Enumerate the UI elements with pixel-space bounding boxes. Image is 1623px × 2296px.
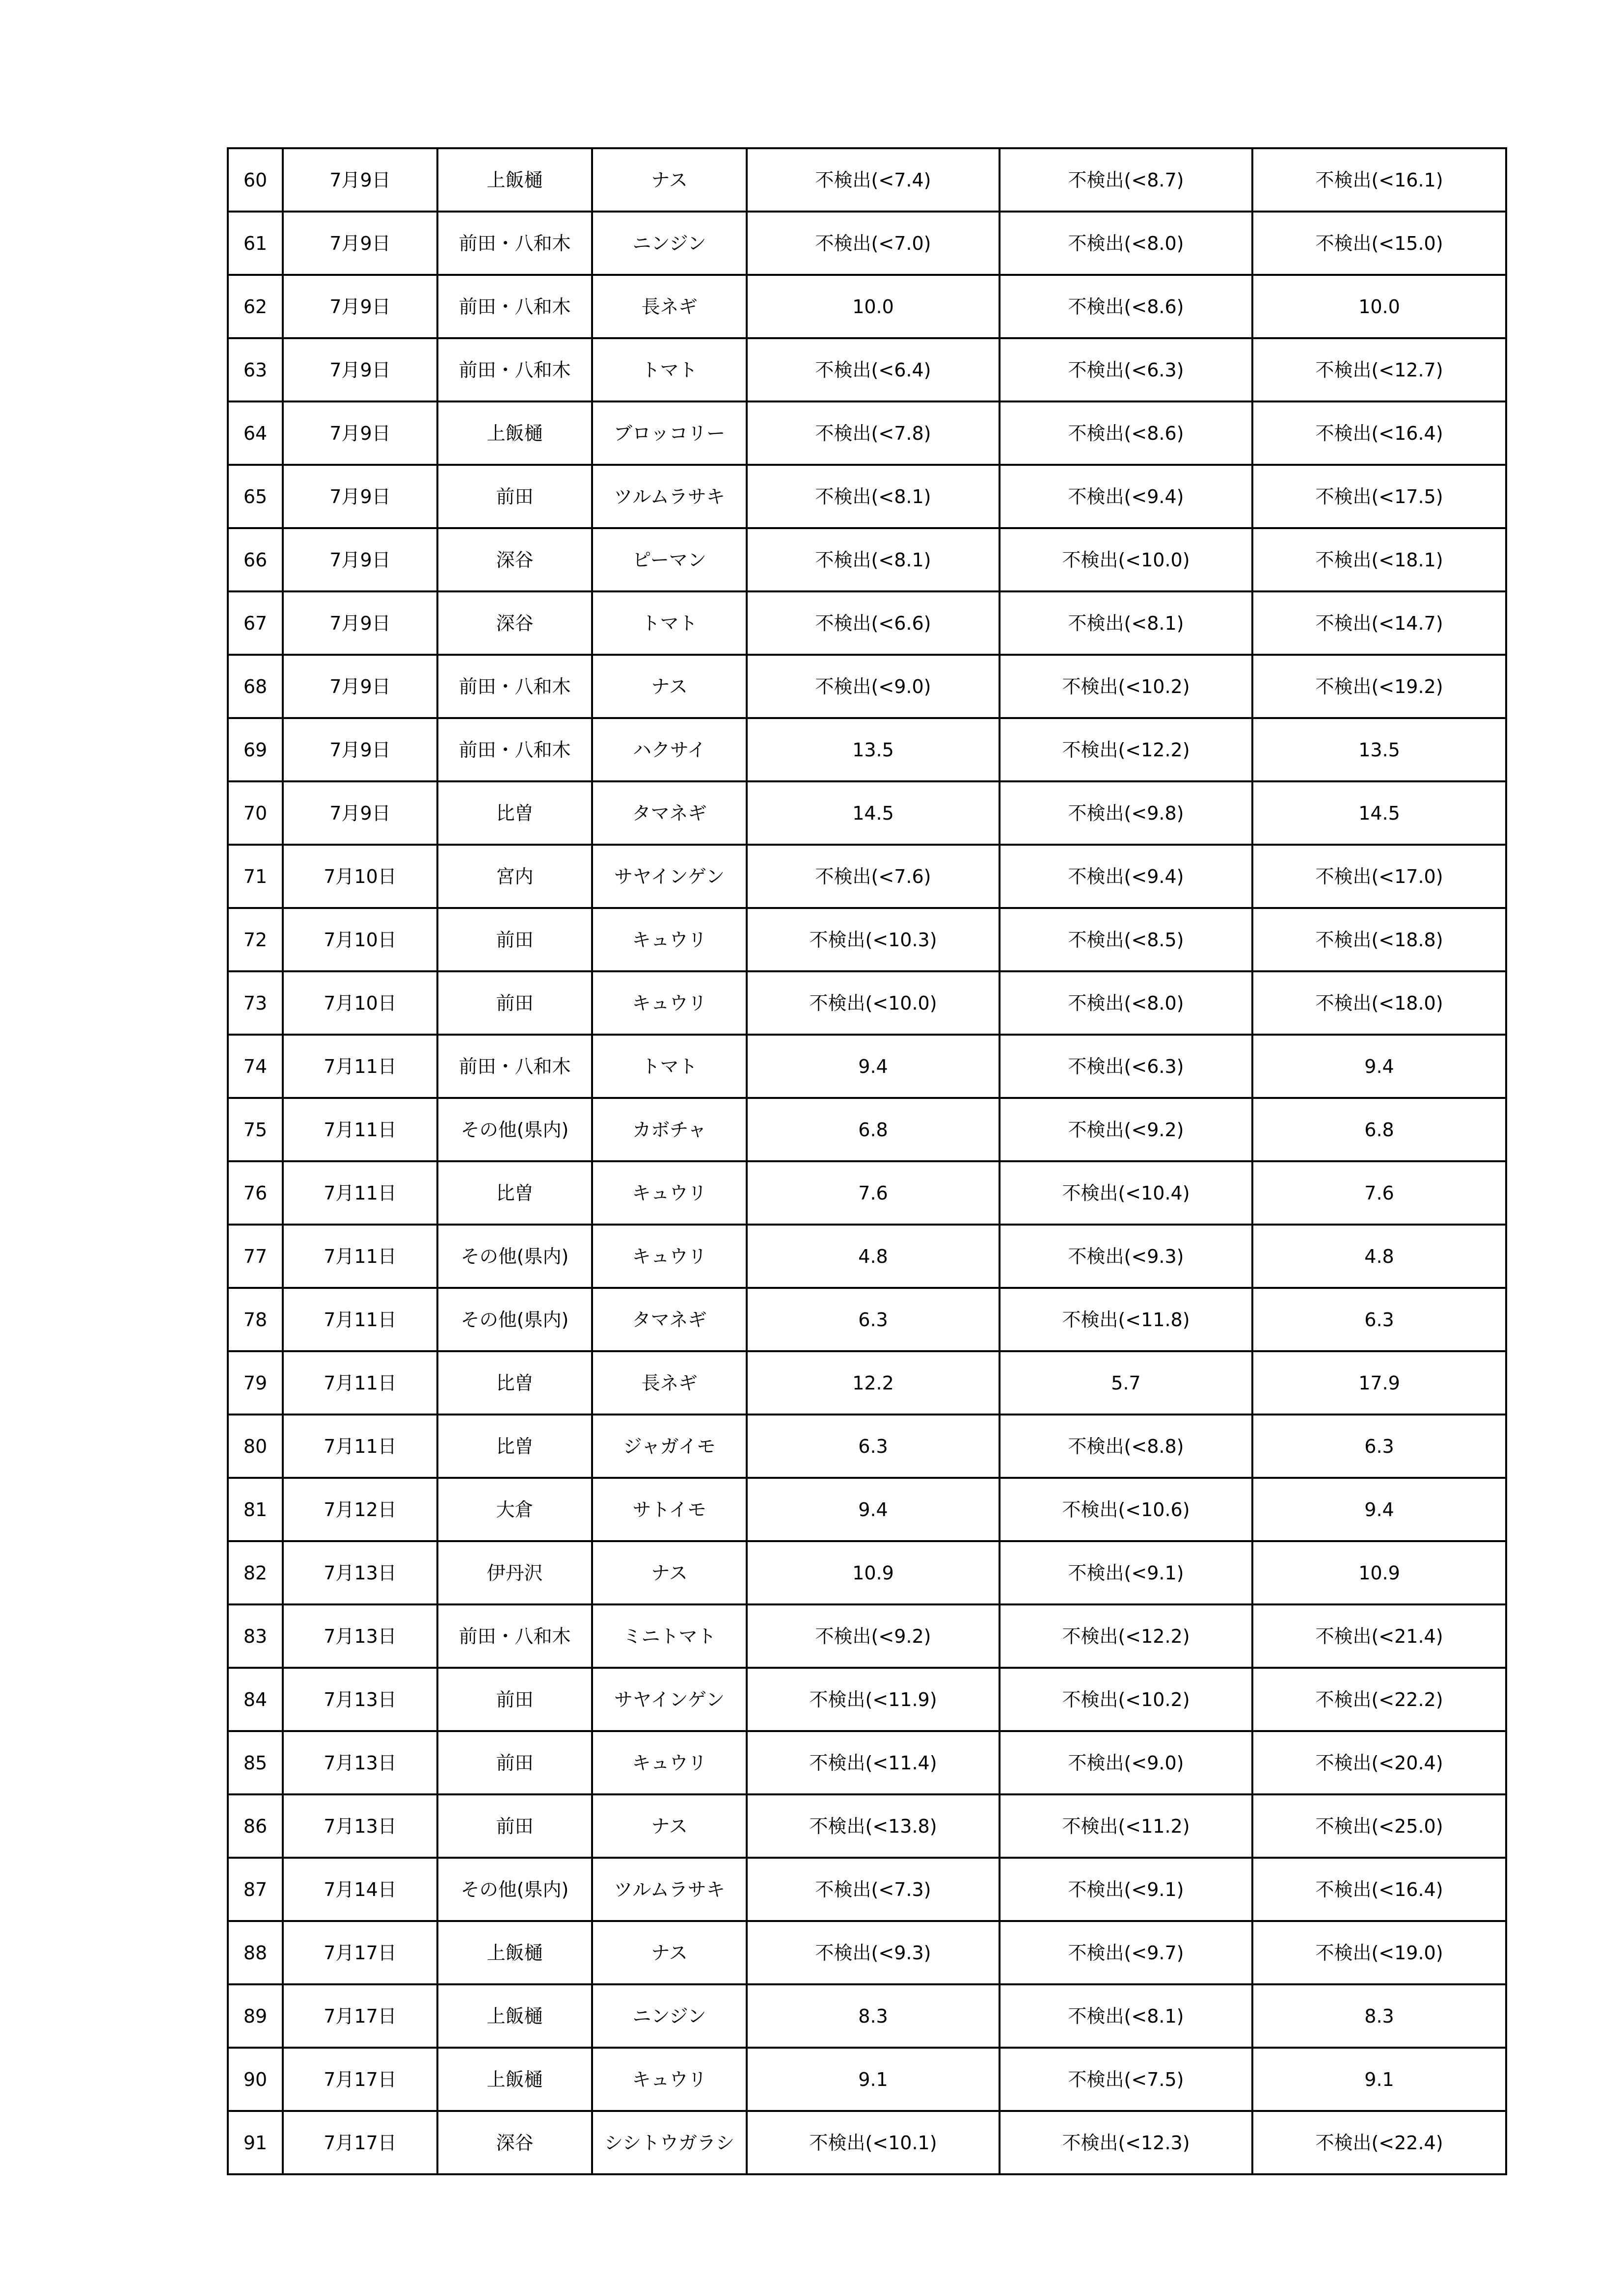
area-cell: 宮内	[437, 845, 592, 908]
value-1-cell: 不検出(<8.1)	[747, 465, 1000, 528]
row-number-cell: 67	[228, 591, 283, 655]
item-cell: ナス	[592, 1794, 747, 1858]
value-3-cell: 14.5	[1252, 781, 1506, 845]
value-1-cell: 不検出(<7.3)	[747, 1858, 1000, 1921]
value-1-cell: 7.6	[747, 1161, 1000, 1225]
value-3-cell: 不検出(<17.0)	[1252, 845, 1506, 908]
value-2-cell: 不検出(<10.2)	[1000, 655, 1252, 718]
date-cell: 7月17日	[283, 1921, 437, 1984]
item-cell: シシトウガラシ	[592, 2111, 747, 2174]
row-number-cell: 63	[228, 338, 283, 401]
value-3-cell: 10.9	[1252, 1541, 1506, 1604]
item-cell: タマネギ	[592, 1288, 747, 1351]
area-cell: 前田	[437, 465, 592, 528]
value-1-cell: 8.3	[747, 1984, 1000, 2048]
date-cell: 7月17日	[283, 2048, 437, 2111]
value-3-cell: 4.8	[1252, 1225, 1506, 1288]
table-row	[228, 1351, 1506, 1415]
item-cell: サヤインゲン	[592, 845, 747, 908]
date-cell: 7月11日	[283, 1351, 437, 1415]
area-cell: 前田	[437, 908, 592, 971]
area-cell: その他(県内)	[437, 1225, 592, 1288]
row-number-cell: 64	[228, 401, 283, 465]
table-row	[228, 1541, 1506, 1604]
row-number-cell: 66	[228, 528, 283, 591]
value-2-cell: 不検出(<8.6)	[1000, 275, 1252, 338]
value-1-cell: 10.9	[747, 1541, 1000, 1604]
value-2-cell: 不検出(<12.2)	[1000, 718, 1252, 781]
date-cell: 7月9日	[283, 212, 437, 275]
table-row	[228, 1415, 1506, 1478]
row-number-cell: 61	[228, 212, 283, 275]
table-row	[228, 1098, 1506, 1161]
date-cell: 7月9日	[283, 275, 437, 338]
value-2-cell: 不検出(<8.7)	[1000, 148, 1252, 212]
value-2-cell: 不検出(<6.3)	[1000, 1035, 1252, 1098]
area-cell: 前田・八和木	[437, 718, 592, 781]
value-2-cell: 不検出(<12.3)	[1000, 2111, 1252, 2174]
value-1-cell: 不検出(<11.9)	[747, 1668, 1000, 1731]
date-cell: 7月11日	[283, 1225, 437, 1288]
value-2-cell: 不検出(<9.7)	[1000, 1921, 1252, 1984]
item-cell: キュウリ	[592, 2048, 747, 2111]
table-row	[228, 845, 1506, 908]
area-cell: その他(県内)	[437, 1098, 592, 1161]
table-row	[228, 1731, 1506, 1794]
table-row	[228, 971, 1506, 1035]
date-cell: 7月9日	[283, 781, 437, 845]
area-cell: 前田・八和木	[437, 1604, 592, 1668]
date-cell: 7月13日	[283, 1541, 437, 1604]
value-1-cell: 不検出(<9.2)	[747, 1604, 1000, 1668]
value-1-cell: 不検出(<10.1)	[747, 2111, 1000, 2174]
row-number-cell: 62	[228, 275, 283, 338]
value-2-cell: 不検出(<8.8)	[1000, 1415, 1252, 1478]
value-2-cell: 不検出(<10.6)	[1000, 1478, 1252, 1541]
value-2-cell: 不検出(<9.4)	[1000, 845, 1252, 908]
date-cell: 7月11日	[283, 1035, 437, 1098]
value-3-cell: 不検出(<22.4)	[1252, 2111, 1506, 2174]
value-3-cell: 7.6	[1252, 1161, 1506, 1225]
row-number-cell: 80	[228, 1415, 283, 1478]
date-cell: 7月17日	[283, 2111, 437, 2174]
row-number-cell: 89	[228, 1984, 283, 2048]
item-cell: カボチャ	[592, 1098, 747, 1161]
row-number-cell: 76	[228, 1161, 283, 1225]
table-row	[228, 275, 1506, 338]
item-cell: ミニトマト	[592, 1604, 747, 1668]
value-1-cell: 6.3	[747, 1288, 1000, 1351]
date-cell: 7月9日	[283, 591, 437, 655]
value-2-cell: 不検出(<9.0)	[1000, 1731, 1252, 1794]
item-cell: ブロッコリー	[592, 401, 747, 465]
item-cell: ナス	[592, 1541, 747, 1604]
row-number-cell: 75	[228, 1098, 283, 1161]
area-cell: 前田・八和木	[437, 655, 592, 718]
row-number-cell: 83	[228, 1604, 283, 1668]
value-3-cell: 不検出(<16.4)	[1252, 1858, 1506, 1921]
value-3-cell: 8.3	[1252, 1984, 1506, 2048]
value-3-cell: 不検出(<14.7)	[1252, 591, 1506, 655]
date-cell: 7月9日	[283, 401, 437, 465]
date-cell: 7月10日	[283, 971, 437, 1035]
value-3-cell: 不検出(<21.4)	[1252, 1604, 1506, 1668]
value-2-cell: 不検出(<9.8)	[1000, 781, 1252, 845]
value-1-cell: 不検出(<7.0)	[747, 212, 1000, 275]
value-1-cell: 不検出(<8.1)	[747, 528, 1000, 591]
area-cell: 前田・八和木	[437, 1035, 592, 1098]
row-number-cell: 88	[228, 1921, 283, 1984]
table-row	[228, 1668, 1506, 1731]
date-cell: 7月13日	[283, 1604, 437, 1668]
value-3-cell: 不検出(<19.0)	[1252, 1921, 1506, 1984]
value-1-cell: 不検出(<9.3)	[747, 1921, 1000, 1984]
table-row	[228, 1225, 1506, 1288]
value-2-cell: 不検出(<8.1)	[1000, 1984, 1252, 2048]
area-cell: 大倉	[437, 1478, 592, 1541]
value-3-cell: 不検出(<18.0)	[1252, 971, 1506, 1035]
value-1-cell: 14.5	[747, 781, 1000, 845]
value-3-cell: 不検出(<12.7)	[1252, 338, 1506, 401]
value-3-cell: 不検出(<20.4)	[1252, 1731, 1506, 1794]
area-cell: 前田	[437, 1668, 592, 1731]
value-2-cell: 不検出(<9.3)	[1000, 1225, 1252, 1288]
value-3-cell: 9.4	[1252, 1478, 1506, 1541]
value-3-cell: 不検出(<22.2)	[1252, 1668, 1506, 1731]
area-cell: 比曽	[437, 1415, 592, 1478]
item-cell: トマト	[592, 338, 747, 401]
value-3-cell: 9.1	[1252, 2048, 1506, 2111]
date-cell: 7月9日	[283, 655, 437, 718]
table-row	[228, 2048, 1506, 2111]
value-1-cell: 12.2	[747, 1351, 1000, 1415]
row-number-cell: 69	[228, 718, 283, 781]
item-cell: ニンジン	[592, 1984, 747, 2048]
value-3-cell: 6.3	[1252, 1288, 1506, 1351]
item-cell: ナス	[592, 148, 747, 212]
value-1-cell: 6.8	[747, 1098, 1000, 1161]
item-cell: キュウリ	[592, 908, 747, 971]
value-2-cell: 不検出(<11.8)	[1000, 1288, 1252, 1351]
date-cell: 7月14日	[283, 1858, 437, 1921]
value-1-cell: 不検出(<6.6)	[747, 591, 1000, 655]
item-cell: ツルムラサキ	[592, 1858, 747, 1921]
item-cell: ニンジン	[592, 212, 747, 275]
date-cell: 7月11日	[283, 1415, 437, 1478]
area-cell: 前田	[437, 1731, 592, 1794]
value-2-cell: 不検出(<12.2)	[1000, 1604, 1252, 1668]
date-cell: 7月11日	[283, 1288, 437, 1351]
value-2-cell: 不検出(<8.1)	[1000, 591, 1252, 655]
area-cell: 上飯樋	[437, 401, 592, 465]
row-number-cell: 70	[228, 781, 283, 845]
date-cell: 7月10日	[283, 908, 437, 971]
area-cell: 深谷	[437, 528, 592, 591]
value-1-cell: 4.8	[747, 1225, 1000, 1288]
area-cell: 前田・八和木	[437, 338, 592, 401]
area-cell: 前田	[437, 1794, 592, 1858]
item-cell: 長ネギ	[592, 275, 747, 338]
date-cell: 7月9日	[283, 718, 437, 781]
item-cell: サヤインゲン	[592, 1668, 747, 1731]
table-row	[228, 1604, 1506, 1668]
area-cell: 上飯樋	[437, 2048, 592, 2111]
value-2-cell: 不検出(<11.2)	[1000, 1794, 1252, 1858]
results-sheet	[227, 147, 1505, 2175]
row-number-cell: 86	[228, 1794, 283, 1858]
value-1-cell: 10.0	[747, 275, 1000, 338]
date-cell: 7月17日	[283, 1984, 437, 2048]
table-row	[228, 1035, 1506, 1098]
value-2-cell: 不検出(<9.1)	[1000, 1858, 1252, 1921]
date-cell: 7月11日	[283, 1161, 437, 1225]
item-cell: キュウリ	[592, 1161, 747, 1225]
date-cell: 7月9日	[283, 528, 437, 591]
value-2-cell: 不検出(<10.2)	[1000, 1668, 1252, 1731]
value-2-cell: 不検出(<10.0)	[1000, 528, 1252, 591]
area-cell: 深谷	[437, 2111, 592, 2174]
value-1-cell: 不検出(<6.4)	[747, 338, 1000, 401]
value-3-cell: 6.8	[1252, 1098, 1506, 1161]
row-number-cell: 81	[228, 1478, 283, 1541]
area-cell: 比曽	[437, 1161, 592, 1225]
row-number-cell: 82	[228, 1541, 283, 1604]
area-cell: 比曽	[437, 1351, 592, 1415]
table-row	[228, 1921, 1506, 1984]
table-row	[228, 591, 1506, 655]
row-number-cell: 73	[228, 971, 283, 1035]
item-cell: ジャガイモ	[592, 1415, 747, 1478]
date-cell: 7月13日	[283, 1731, 437, 1794]
area-cell: 前田・八和木	[437, 212, 592, 275]
value-3-cell: 17.9	[1252, 1351, 1506, 1415]
table-row	[228, 148, 1506, 212]
table-row	[228, 1288, 1506, 1351]
date-cell: 7月9日	[283, 338, 437, 401]
item-cell: ハクサイ	[592, 718, 747, 781]
table-row	[228, 718, 1506, 781]
row-number-cell: 65	[228, 465, 283, 528]
area-cell: 伊丹沢	[437, 1541, 592, 1604]
value-1-cell: 不検出(<10.0)	[747, 971, 1000, 1035]
date-cell: 7月11日	[283, 1098, 437, 1161]
value-1-cell: 不検出(<9.0)	[747, 655, 1000, 718]
value-2-cell: 5.7	[1000, 1351, 1252, 1415]
area-cell: 上飯樋	[437, 148, 592, 212]
item-cell: タマネギ	[592, 781, 747, 845]
value-3-cell: 不検出(<16.1)	[1252, 148, 1506, 212]
table-row	[228, 1858, 1506, 1921]
area-cell: その他(県内)	[437, 1288, 592, 1351]
value-2-cell: 不検出(<10.4)	[1000, 1161, 1252, 1225]
value-3-cell: 10.0	[1252, 275, 1506, 338]
value-3-cell: 不検出(<17.5)	[1252, 465, 1506, 528]
area-cell: その他(県内)	[437, 1858, 592, 1921]
date-cell: 7月9日	[283, 465, 437, 528]
value-1-cell: 不検出(<11.4)	[747, 1731, 1000, 1794]
area-cell: 上飯樋	[437, 1984, 592, 2048]
value-3-cell: 不検出(<18.8)	[1252, 908, 1506, 971]
value-2-cell: 不検出(<8.6)	[1000, 401, 1252, 465]
table-row	[228, 1984, 1506, 2048]
item-cell: 長ネギ	[592, 1351, 747, 1415]
value-1-cell: 不検出(<7.8)	[747, 401, 1000, 465]
table-row	[228, 465, 1506, 528]
date-cell: 7月13日	[283, 1668, 437, 1731]
item-cell: サトイモ	[592, 1478, 747, 1541]
inspection-results-table	[227, 147, 1507, 2175]
table-row	[228, 1794, 1506, 1858]
table-row	[228, 908, 1506, 971]
item-cell: キュウリ	[592, 971, 747, 1035]
table-row	[228, 338, 1506, 401]
row-number-cell: 90	[228, 2048, 283, 2111]
table-row	[228, 2111, 1506, 2174]
value-3-cell: 不検出(<19.2)	[1252, 655, 1506, 718]
table-row	[228, 1161, 1506, 1225]
row-number-cell: 74	[228, 1035, 283, 1098]
value-2-cell: 不検出(<8.0)	[1000, 212, 1252, 275]
area-cell: 前田	[437, 971, 592, 1035]
row-number-cell: 72	[228, 908, 283, 971]
item-cell: キュウリ	[592, 1731, 747, 1794]
row-number-cell: 84	[228, 1668, 283, 1731]
value-2-cell: 不検出(<9.2)	[1000, 1098, 1252, 1161]
row-number-cell: 60	[228, 148, 283, 212]
table-row	[228, 655, 1506, 718]
value-1-cell: 不検出(<10.3)	[747, 908, 1000, 971]
value-1-cell: 不検出(<7.4)	[747, 148, 1000, 212]
table-row	[228, 1478, 1506, 1541]
row-number-cell: 78	[228, 1288, 283, 1351]
value-2-cell: 不検出(<8.5)	[1000, 908, 1252, 971]
value-1-cell: 13.5	[747, 718, 1000, 781]
row-number-cell: 77	[228, 1225, 283, 1288]
row-number-cell: 79	[228, 1351, 283, 1415]
value-2-cell: 不検出(<9.1)	[1000, 1541, 1252, 1604]
date-cell: 7月12日	[283, 1478, 437, 1541]
value-1-cell: 不検出(<13.8)	[747, 1794, 1000, 1858]
row-number-cell: 68	[228, 655, 283, 718]
value-3-cell: 不検出(<16.4)	[1252, 401, 1506, 465]
date-cell: 7月10日	[283, 845, 437, 908]
table-row	[228, 212, 1506, 275]
value-1-cell: 9.4	[747, 1478, 1000, 1541]
value-1-cell: 9.1	[747, 2048, 1000, 2111]
table-row	[228, 528, 1506, 591]
item-cell: キュウリ	[592, 1225, 747, 1288]
value-1-cell: 不検出(<7.6)	[747, 845, 1000, 908]
row-number-cell: 71	[228, 845, 283, 908]
table-body	[228, 148, 1506, 2174]
value-2-cell: 不検出(<7.5)	[1000, 2048, 1252, 2111]
table-row	[228, 781, 1506, 845]
area-cell: 上飯樋	[437, 1921, 592, 1984]
item-cell: トマト	[592, 591, 747, 655]
area-cell: 深谷	[437, 591, 592, 655]
area-cell: 比曽	[437, 781, 592, 845]
item-cell: トマト	[592, 1035, 747, 1098]
value-3-cell: 6.3	[1252, 1415, 1506, 1478]
value-3-cell: 不検出(<15.0)	[1252, 212, 1506, 275]
row-number-cell: 85	[228, 1731, 283, 1794]
value-3-cell: 不検出(<25.0)	[1252, 1794, 1506, 1858]
item-cell: ピーマン	[592, 528, 747, 591]
row-number-cell: 91	[228, 2111, 283, 2174]
value-3-cell: 9.4	[1252, 1035, 1506, 1098]
value-1-cell: 6.3	[747, 1415, 1000, 1478]
item-cell: ナス	[592, 655, 747, 718]
value-3-cell: 13.5	[1252, 718, 1506, 781]
table-row	[228, 401, 1506, 465]
value-2-cell: 不検出(<8.0)	[1000, 971, 1252, 1035]
value-1-cell: 9.4	[747, 1035, 1000, 1098]
date-cell: 7月9日	[283, 148, 437, 212]
value-3-cell: 不検出(<18.1)	[1252, 528, 1506, 591]
item-cell: ツルムラサキ	[592, 465, 747, 528]
value-2-cell: 不検出(<6.3)	[1000, 338, 1252, 401]
date-cell: 7月13日	[283, 1794, 437, 1858]
item-cell: ナス	[592, 1921, 747, 1984]
area-cell: 前田・八和木	[437, 275, 592, 338]
value-2-cell: 不検出(<9.4)	[1000, 465, 1252, 528]
row-number-cell: 87	[228, 1858, 283, 1921]
